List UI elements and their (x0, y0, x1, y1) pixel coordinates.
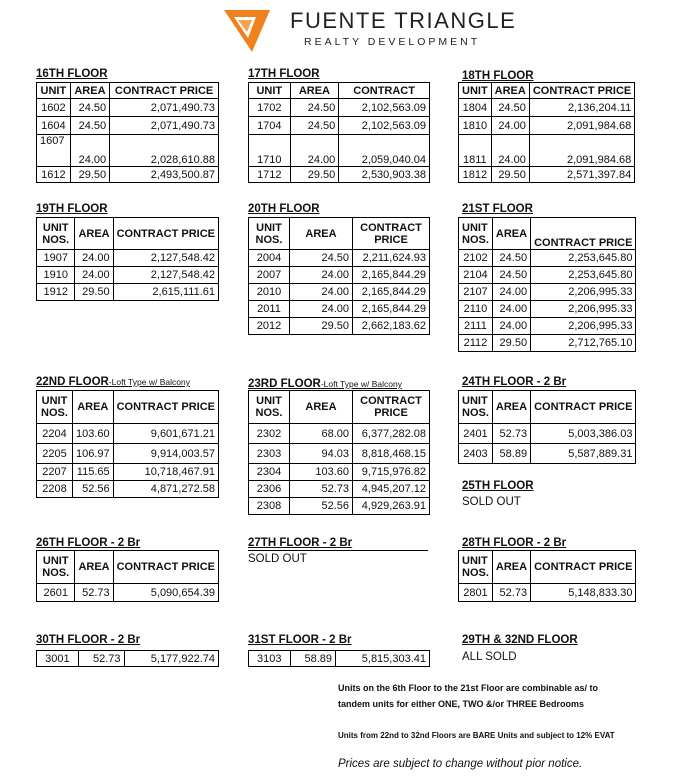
table-row (459, 250, 636, 267)
table-row (459, 318, 636, 335)
col-unit: UNIT (249, 83, 291, 99)
unit-cell: 1607 (37, 135, 71, 167)
floor-title-24: 24TH FLOOR - 2 Br (462, 376, 567, 388)
price-cell: 2,206,995.33 (531, 301, 636, 318)
unit-cell: 1804 (459, 99, 492, 117)
price-cell: 4,871,272.58 (113, 481, 218, 498)
unit-cell: 2011 (249, 301, 290, 318)
col-unit: UNIT NOS. (459, 391, 493, 424)
col-price: CONTRACT PRICE (529, 83, 634, 99)
price-cell: 2,615,111.61 (113, 284, 218, 301)
price-cell: 2,071,490.73 (110, 117, 219, 135)
floor-table-22 (36, 390, 219, 498)
area-cell: 115.65 (72, 464, 113, 481)
price-cell: 2,712,765.10 (531, 335, 636, 352)
table-row (459, 99, 635, 117)
col-unit: UNIT NOS. (459, 551, 493, 584)
unit-cell: 1910 (37, 267, 75, 284)
area-cell: 24.00 (492, 301, 530, 318)
col-unit: UNIT NOS. (37, 391, 73, 424)
price-cell: 2,211,624.93 (353, 250, 430, 267)
col-price: CONTRACT PRICE (531, 391, 636, 424)
price-cell: 4,945,207.12 (353, 481, 430, 498)
table-row (249, 267, 430, 284)
floor-table-20 (248, 217, 430, 335)
unit-cell: 2303 (249, 444, 290, 464)
price-cell: 2,071,490.73 (110, 99, 219, 117)
floor-table-23 (248, 390, 430, 515)
col-price: CONTRACT PRICE (113, 391, 218, 424)
price-cell: 4,929,263.91 (353, 498, 430, 515)
area-cell: 24.00 (75, 250, 113, 267)
table-row (459, 267, 636, 284)
table-row (459, 584, 636, 602)
unit-cell: 3001 (37, 651, 79, 667)
floor-title-17: 17TH FLOOR (248, 68, 320, 80)
price-cell: 2,091,984.68 (529, 135, 634, 167)
area-cell: 29.50 (70, 167, 109, 183)
floor-table-17 (248, 82, 430, 183)
floor-title-26: 26TH FLOOR - 2 Br (36, 537, 141, 549)
floor-table-31 (248, 650, 430, 667)
unit-cell: 2801 (459, 584, 493, 602)
area-cell: 24.00 (75, 267, 113, 284)
unit-cell: 1704 (249, 117, 291, 135)
floor-table-30 (36, 650, 219, 667)
area-cell: 24.50 (290, 99, 339, 117)
unit-cell: 2302 (249, 424, 290, 444)
col-price: CONTRACT PRICE (113, 551, 218, 584)
unit-cell: 1912 (37, 284, 75, 301)
area-cell: 52.56 (290, 498, 353, 515)
table-row (249, 250, 430, 267)
area-cell: 29.50 (492, 335, 530, 352)
area-cell: 52.73 (492, 424, 530, 444)
price-cell: 9,715,976.82 (353, 464, 430, 481)
floor-title-25: 25TH FLOOR (462, 480, 534, 492)
table-row (37, 481, 219, 498)
col-area: AREA (492, 551, 530, 584)
area-cell: 24.50 (70, 117, 109, 135)
area-cell: 24.50 (492, 267, 530, 284)
col-price: CONTRACT PRICE (531, 218, 636, 250)
brand-subtitle: REALTY DEVELOPMENT (304, 36, 481, 48)
floor-status-27: SOLD OUT (248, 553, 307, 565)
area-cell: 58.89 (290, 651, 336, 667)
area-cell: 52.73 (290, 481, 353, 498)
table-row (459, 335, 636, 352)
col-price: CONTRACT PRICE (353, 391, 430, 424)
price-cell: 5,003,386.03 (531, 424, 636, 444)
price-cell: 2,059,040.04 (339, 135, 430, 167)
area-cell: 29.50 (290, 318, 353, 335)
col-price: CONTRACT PRICE (113, 218, 218, 250)
unit-cell: 2010 (249, 284, 290, 301)
floor-title-23-text: 23RD FLOOR (248, 378, 321, 390)
unit-cell: 2207 (37, 464, 73, 481)
area-cell: 52.73 (492, 584, 530, 602)
floor-title-23 (248, 378, 402, 390)
unit-cell: 2204 (37, 424, 73, 444)
price-cell: 2,206,995.33 (531, 284, 636, 301)
col-unit: UNIT (37, 83, 71, 99)
floor-title-27: 27TH FLOOR - 2 Br (248, 537, 353, 549)
unit-cell: 2403 (459, 444, 493, 464)
price-cell: 2,028,610.88 (110, 135, 219, 167)
area-cell: 24.00 (290, 301, 353, 318)
price-cell: 5,587,889.31 (531, 444, 636, 464)
price-cell: 2,127,548.42 (113, 250, 218, 267)
table-row (37, 99, 219, 117)
price-cell: 8,818,468.15 (353, 444, 430, 464)
price-cell: 5,177,922.74 (124, 651, 218, 667)
price-cell: 5,815,303.41 (336, 651, 430, 667)
unit-cell: 2208 (37, 481, 73, 498)
table-row (37, 250, 219, 267)
price-cell: 2,102,563.09 (339, 117, 430, 135)
col-area: AREA (75, 218, 113, 250)
table-row (249, 117, 430, 135)
floor-table-24 (458, 390, 636, 464)
unit-cell: 2112 (459, 335, 493, 352)
col-unit: UNIT (459, 83, 492, 99)
area-cell: 24.50 (491, 99, 529, 117)
table-row (37, 267, 219, 284)
table-row (249, 464, 430, 481)
area-cell: 52.73 (75, 584, 113, 602)
unit-cell: 3103 (249, 651, 291, 667)
area-cell: 24.00 (491, 135, 529, 167)
col-unit: UNIT NOS. (37, 218, 75, 250)
area-cell: 24.00 (70, 135, 109, 167)
unit-cell: 1812 (459, 167, 492, 183)
table-row (37, 444, 219, 464)
floor-title-31: 31ST FLOOR - 2 Br (248, 634, 352, 646)
unit-cell: 2304 (249, 464, 290, 481)
price-cell: 2,136,204.11 (529, 99, 634, 117)
table-row (37, 167, 219, 183)
area-cell: 24.50 (492, 250, 530, 267)
area-cell: 24.00 (491, 117, 529, 135)
floor-note-23: -Loft Type w/ Balcony (320, 379, 402, 389)
table-row (249, 444, 430, 464)
area-cell: 29.50 (491, 167, 529, 183)
col-price: CONTRACT (339, 83, 430, 99)
unit-cell: 1810 (459, 117, 492, 135)
floor-title-20: 20TH FLOOR (248, 203, 320, 215)
unit-cell: 2004 (249, 250, 290, 267)
floor-title-28: 28TH FLOOR - 2 Br (462, 537, 567, 549)
floor-note-22: -Loft Type w/ Balcony (108, 377, 190, 387)
price-cell: 2,091,984.68 (529, 117, 634, 135)
floor-title-16: 16TH FLOOR (36, 68, 108, 80)
table-row (459, 284, 636, 301)
unit-cell: 2306 (249, 481, 290, 498)
floor-title-21: 21ST FLOOR (462, 203, 533, 215)
unit-cell: 2104 (459, 267, 493, 284)
table-row (459, 135, 635, 167)
area-cell: 24.00 (492, 318, 530, 335)
col-area: AREA (491, 83, 529, 99)
col-area: AREA (492, 218, 530, 250)
price-cell: 10,718,467.91 (113, 464, 218, 481)
price-cell: 2,165,844.29 (353, 301, 430, 318)
table-row (249, 318, 430, 335)
table-row (37, 584, 219, 602)
col-price: CONTRACT PRICE (353, 218, 430, 250)
note-prices: Prices are subject to change without pior notice. (338, 758, 583, 770)
unit-cell: 2601 (37, 584, 75, 602)
area-cell: 24.50 (290, 117, 339, 135)
price-cell: 2,253,645.80 (531, 250, 636, 267)
floor-title-29-32: 29TH & 32ND FLOOR (462, 634, 578, 646)
table-row (249, 481, 430, 498)
price-cell: 2,530,903.38 (339, 167, 430, 183)
price-cell: 9,914,003.57 (113, 444, 218, 464)
table-row (37, 424, 219, 444)
price-cell: 2,165,844.29 (353, 267, 430, 284)
table-row (249, 498, 430, 515)
price-cell: 2,102,563.09 (339, 99, 430, 117)
col-unit: UNIT NOS. (459, 218, 493, 250)
price-cell: 2,571,397.84 (529, 167, 634, 183)
table-row (37, 135, 219, 167)
floor-status-29-32: ALL SOLD (462, 651, 517, 663)
col-price: CONTRACT PRICE (110, 83, 219, 99)
unit-cell: 1907 (37, 250, 75, 267)
table-row (249, 135, 430, 167)
brand-name: FUENTE TRIANGLE (290, 8, 517, 33)
table-row (37, 284, 219, 301)
area-cell: 24.00 (492, 284, 530, 301)
area-cell: 103.60 (72, 424, 113, 444)
table-row (249, 99, 430, 117)
triangle-logo-icon (222, 4, 272, 54)
floor-status-25: SOLD OUT (462, 496, 521, 508)
area-cell: 106.97 (72, 444, 113, 464)
floor-table-28 (458, 550, 636, 602)
price-cell: 5,090,654.39 (113, 584, 218, 602)
col-area: AREA (492, 391, 530, 424)
price-cell: 2,127,548.42 (113, 267, 218, 284)
unit-cell: 2102 (459, 250, 493, 267)
col-area: AREA (290, 391, 353, 424)
floor-title-30: 30TH FLOOR - 2 Br (36, 634, 141, 646)
col-price: CONTRACT PRICE (531, 551, 636, 584)
area-cell: 29.50 (290, 167, 339, 183)
table-row (249, 167, 430, 183)
floor-title-22 (36, 376, 190, 388)
col-area: AREA (290, 218, 353, 250)
unit-cell: 2107 (459, 284, 493, 301)
note-combinable-1: Units on the 6th Floor to the 21st Floor are combinable as/ to (338, 683, 599, 693)
area-cell: 52.56 (72, 481, 113, 498)
col-area: AREA (290, 83, 339, 99)
floor-table-26 (36, 550, 219, 602)
floor-title-19: 19TH FLOOR (36, 203, 108, 215)
floor-table-16 (36, 82, 219, 183)
unit-cell: 2007 (249, 267, 290, 284)
unit-cell: 1710 (249, 135, 291, 167)
price-cell: 2,206,995.33 (531, 318, 636, 335)
area-cell: 52.73 (78, 651, 124, 667)
price-cell: 6,377,282.08 (353, 424, 430, 444)
note-bare-units: Units from 22nd to 32nd Floors are BARE Units and subject to 12% EVAT (338, 731, 615, 740)
unit-cell: 2205 (37, 444, 73, 464)
unit-cell: 1712 (249, 167, 291, 183)
price-cell: 5,148,833.30 (531, 584, 636, 602)
divider (248, 550, 428, 551)
col-area: AREA (72, 391, 113, 424)
col-unit: UNIT NOS. (249, 218, 290, 250)
price-cell: 9,601,671.21 (113, 424, 218, 444)
unit-cell: 1702 (249, 99, 291, 117)
area-cell: 58.89 (492, 444, 530, 464)
price-cell: 2,253,645.80 (531, 267, 636, 284)
table-row (249, 424, 430, 444)
table-row (459, 424, 636, 444)
area-cell: 103.60 (290, 464, 353, 481)
unit-cell: 1604 (37, 117, 71, 135)
table-row (37, 651, 219, 667)
unit-cell: 1602 (37, 99, 71, 117)
floor-table-19 (36, 217, 219, 301)
area-cell: 68.00 (290, 424, 353, 444)
area-cell: 24.50 (70, 99, 109, 117)
area-cell: 94.03 (290, 444, 353, 464)
col-area: AREA (70, 83, 109, 99)
area-cell: 24.50 (290, 250, 353, 267)
table-row (249, 284, 430, 301)
table-row (459, 117, 635, 135)
unit-cell: 2111 (459, 318, 493, 335)
price-cell: 2,493,500.87 (110, 167, 219, 183)
col-unit: UNIT NOS. (37, 551, 75, 584)
price-cell: 2,662,183.62 (353, 318, 430, 335)
table-row (249, 651, 430, 667)
area-cell: 24.00 (290, 267, 353, 284)
area-cell: 24.00 (290, 284, 353, 301)
table-row (459, 167, 635, 183)
table-row (37, 117, 219, 135)
unit-cell: 2110 (459, 301, 493, 318)
table-row (459, 301, 636, 318)
unit-cell: 1811 (459, 135, 492, 167)
floor-title-18: 18TH FLOOR (462, 70, 534, 82)
table-row (37, 464, 219, 481)
floor-title-22-text: 22ND FLOOR (36, 376, 109, 388)
unit-cell: 2012 (249, 318, 290, 335)
floor-table-18 (458, 82, 635, 183)
area-cell: 29.50 (75, 284, 113, 301)
note-combinable-2: tandem units for either ONE, TWO &/or THREE Bedrooms (338, 699, 585, 709)
col-unit: UNIT NOS. (249, 391, 290, 424)
unit-cell: 2308 (249, 498, 290, 515)
col-area: AREA (75, 551, 113, 584)
price-cell: 2,165,844.29 (353, 284, 430, 301)
floor-table-21 (458, 217, 636, 352)
table-row (249, 301, 430, 318)
unit-cell: 1612 (37, 167, 71, 183)
area-cell: 24.00 (290, 135, 339, 167)
unit-cell: 2401 (459, 424, 493, 444)
table-row (459, 444, 636, 464)
